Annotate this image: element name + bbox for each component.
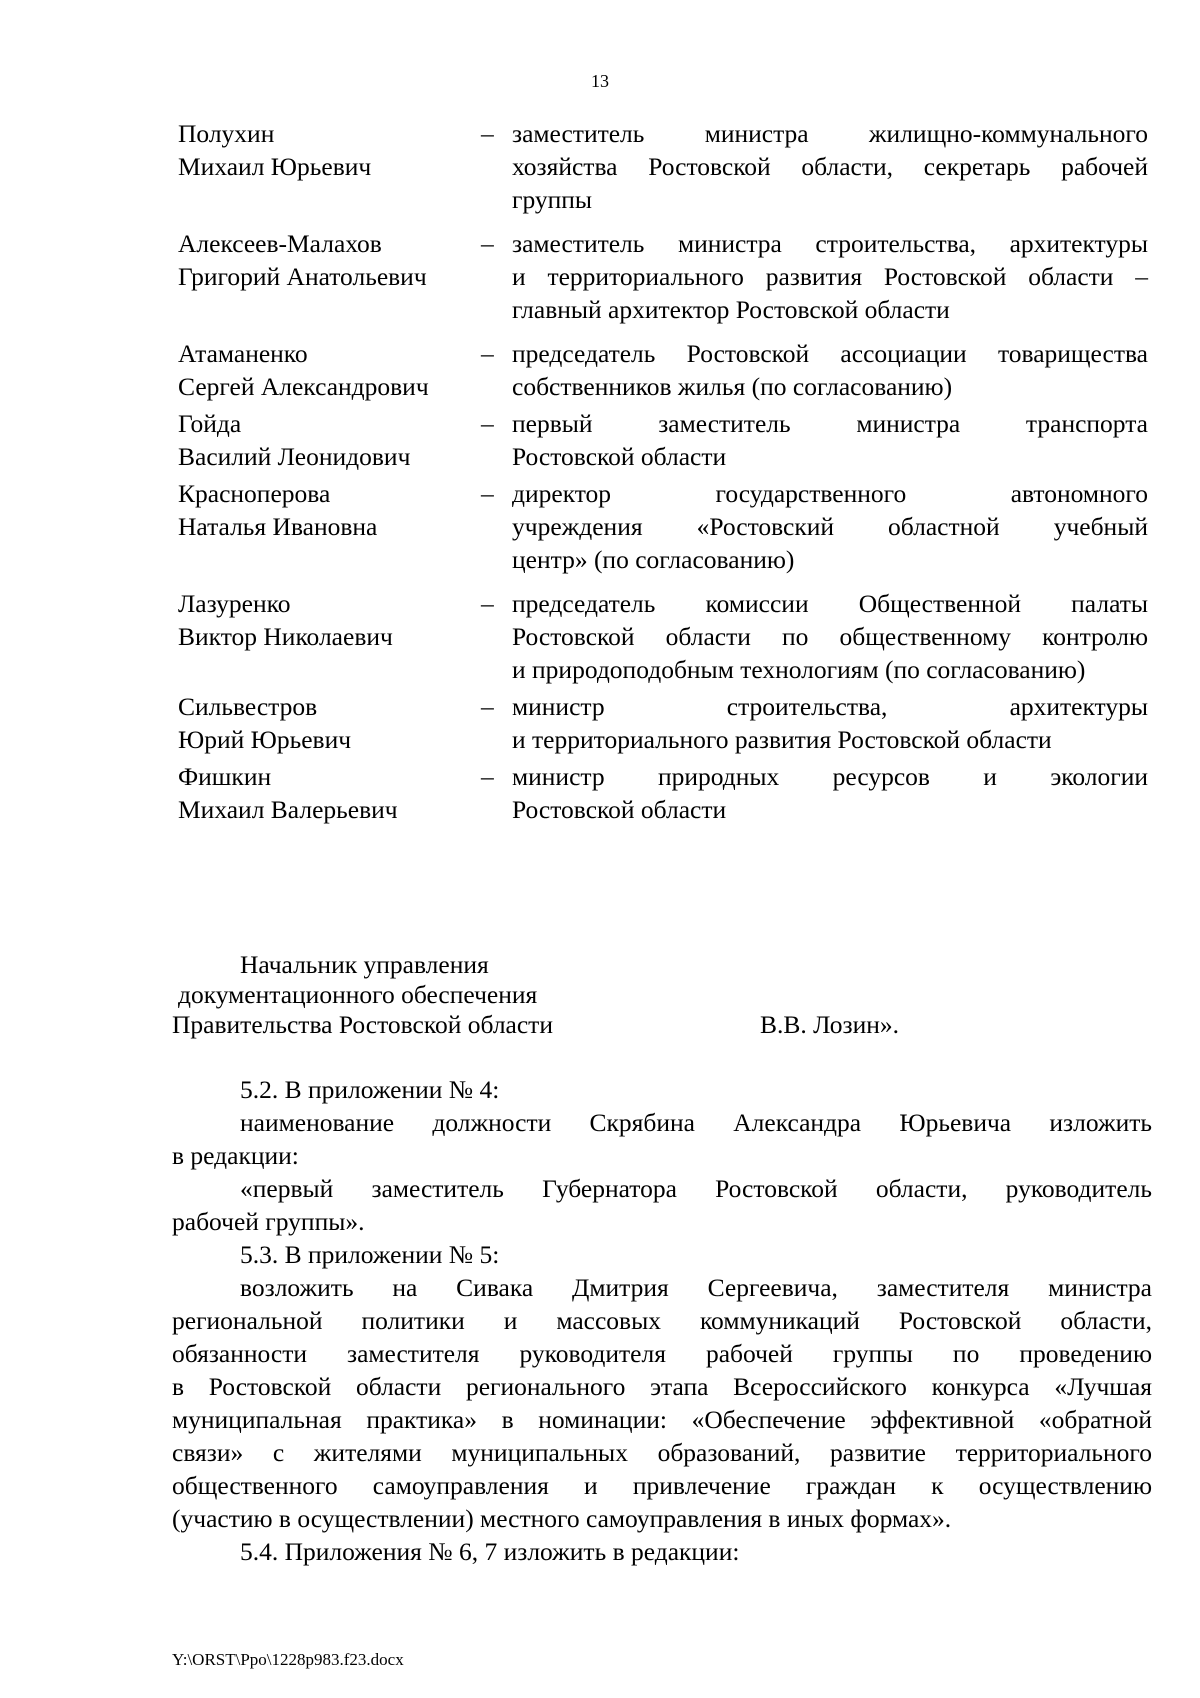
member-name [178,337,481,403]
page-number: 13 [591,71,609,91]
paragraph-line: наименование должности Скрябина Александра Юрьевича изложить [240,1108,1152,1137]
member-dash: – [481,119,494,148]
signature-title-line: Правительства Ростовской области [172,1010,553,1039]
member-given-name: Юрий Юрьевич [178,725,352,754]
member-role-line: и территориального развития Ростовской области – [512,262,1148,291]
member-surname: Алексеев-Малахов [178,229,382,258]
paragraph-line: связи» с жителями муниципальных образований, развитие территориального [172,1438,1152,1467]
signature-title-line: Начальник управления [240,950,489,979]
member-role-line: председатель комиссии Общественной палаты [512,589,1148,618]
paragraph-line: «первый заместитель Губернатора Ростовской области, руководитель [240,1174,1152,1203]
member-role-line: центр» (по согласованию) [512,545,795,574]
member-given-name: Сергей Александрович [178,372,429,401]
member-dash: – [481,589,494,618]
paragraph-5-3-body [172,1271,1152,1535]
paragraph-line: в редакции: [172,1141,299,1170]
member-role [512,407,1148,473]
member-dash: – [481,229,494,258]
member-dash: – [481,409,494,438]
member-role-line: собственников жилья (по согласованию) [512,372,953,401]
paragraph-line: региональной политики и массовых коммуникаций Ростовской области, [172,1306,1152,1335]
member-dash: – [481,692,494,721]
paragraph-5-3-title [172,1238,1152,1271]
member-surname: Красноперова [178,479,331,508]
member-role-line: заместитель министра строительства, архитектуры [512,229,1148,258]
member-row [178,587,1148,686]
member-surname: Гойда [178,409,242,438]
member-role-line: Ростовской области [512,442,727,471]
member-role [512,760,1148,826]
member-row [178,117,1148,216]
member-row [178,337,1148,403]
file-path-footer: Y:\ORST\Ppo\1228p983.f23.docx [172,1650,404,1669]
member-role-line: и природоподобным технологиям (по согласованию) [512,655,1086,684]
member-surname: Лазуренко [178,589,291,618]
paragraph-line: 5.3. В приложении № 5: [240,1240,500,1269]
member-role [512,337,1148,403]
member-role-line: группы [512,185,593,214]
document-body [172,1073,1152,1568]
member-given-name: Григорий Анатольевич [178,262,427,291]
member-name [178,407,481,473]
paragraph-line: обязанности заместителя руководителя рабочей группы по проведению [172,1339,1152,1368]
member-role-line: министр строительства, архитектуры [512,692,1148,721]
member-name [178,477,481,576]
member-row [178,477,1148,576]
member-row [178,690,1148,756]
signer-name: В.В. Лозин». [760,1010,900,1039]
member-name [178,760,481,826]
member-dash: – [481,762,494,791]
member-row [178,227,1148,326]
member-dash: – [481,339,494,368]
member-name [178,587,481,686]
paragraph-5-2-title [172,1073,1152,1106]
member-name [178,227,481,326]
signature-row [172,1010,1152,1040]
paragraph-5-4-title [172,1535,1152,1568]
signature-title-line: документационного обеспечения [178,980,538,1009]
member-role [512,227,1148,326]
member-role-line: председатель Ростовской ассоциации товарищества [512,339,1148,368]
member-row [178,407,1148,473]
paragraph-line: общественного самоуправления и привлечение граждан к осуществлению [172,1471,1152,1500]
member-given-name: Михаил Валерьевич [178,795,398,824]
member-role-line: и территориального развития Ростовской области [512,725,1052,754]
member-role [512,477,1148,576]
member-dash: – [481,479,494,508]
member-role-line: первый заместитель министра транспорта [512,409,1148,438]
member-role [512,690,1148,756]
member-given-name: Виктор Николаевич [178,622,393,651]
member-role-line: главный архитектор Ростовской области [512,295,950,324]
member-role-line: учреждения «Ростовский областной учебный [512,512,1148,541]
member-role [512,117,1148,216]
member-given-name: Наталья Ивановна [178,512,378,541]
member-role-line: Ростовской области по общественному контролю [512,622,1148,651]
member-role-line: хозяйства Ростовской области, секретарь рабочей [512,152,1148,181]
member-role-line: министр природных ресурсов и экологии [512,762,1148,791]
paragraph-line: 5.4. Приложения № 6, 7 изложить в редакции: [240,1537,740,1566]
working-group-members-list [178,117,1148,830]
member-name [178,690,481,756]
member-name [178,117,481,216]
paragraph-line: рабочей группы». [172,1207,365,1236]
member-role [512,587,1148,686]
member-surname: Сильвестров [178,692,318,721]
member-surname: Атаманенко [178,339,308,368]
member-role-line: директор государственного автономного [512,479,1148,508]
paragraph-line: возложить на Сивака Дмитрия Сергеевича, заместителя министра [240,1273,1152,1302]
member-row [178,760,1148,826]
member-given-name: Василий Леонидович [178,442,411,471]
member-surname: Фишкин [178,762,272,791]
member-given-name: Михаил Юрьевич [178,152,372,181]
paragraph-line: в Ростовской области регионального этапа Всероссийского конкурса «Лучшая [172,1372,1152,1401]
member-surname: Полухин [178,119,275,148]
member-role-line: Ростовской области [512,795,727,824]
paragraph-5-2-quote [172,1172,1152,1238]
signature-block [172,950,1152,1040]
paragraph-line: 5.2. В приложении № 4: [240,1075,500,1104]
paragraph-line: муниципальная практика» в номинации: «Обеспечение эффективной «обратной [172,1405,1152,1434]
member-role-line: заместитель министра жилищно-коммунального [512,119,1148,148]
paragraph-line: (участию в осуществлении) местного самоуправления в иных формах». [172,1504,952,1533]
paragraph-5-2-body [172,1106,1152,1172]
